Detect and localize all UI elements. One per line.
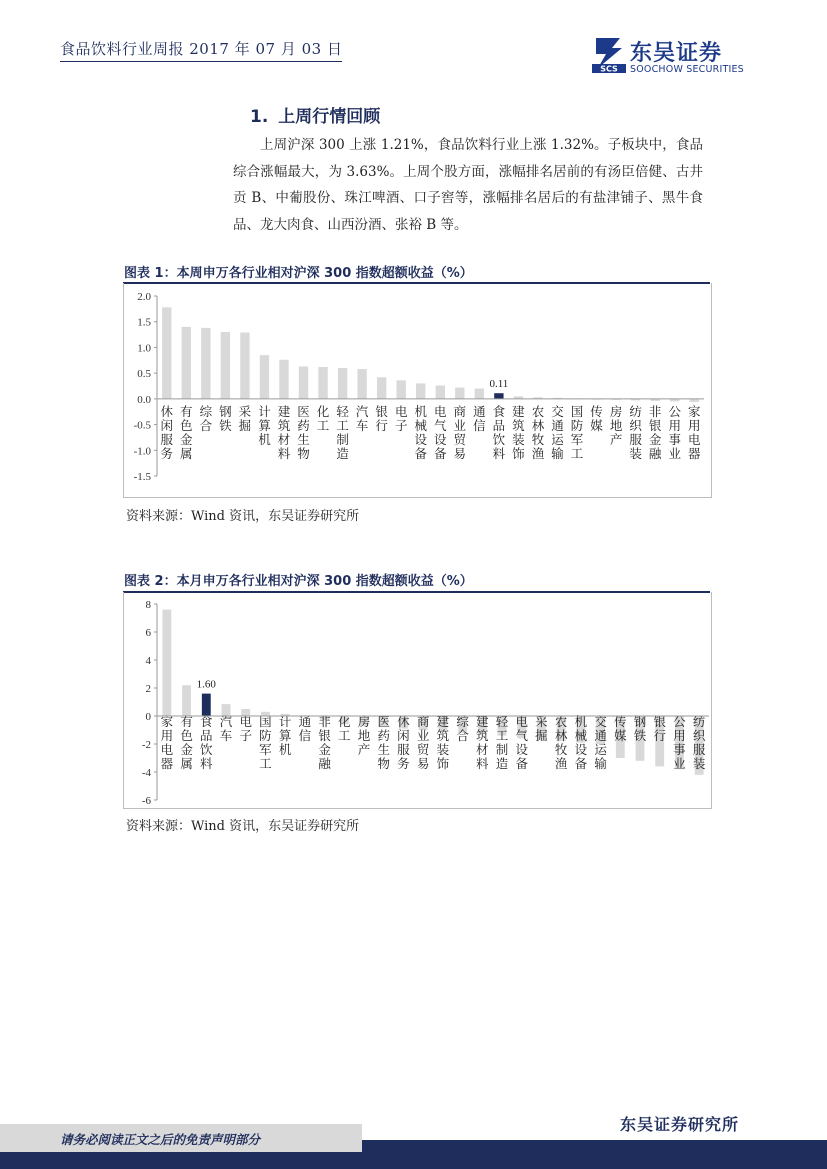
category-label-医药生物: 药 (377, 728, 390, 743)
category-label-休闲服务: 务 (160, 446, 174, 461)
category-label-食品饮料: 品 (200, 728, 213, 743)
logo-name: 东吴证券 (630, 41, 723, 66)
category-label-食品饮料: 饮 (492, 432, 506, 447)
category-label-食品饮料: 饮 (200, 742, 213, 757)
category-label-医药生物: 生 (377, 742, 390, 757)
category-label-公用事业: 事 (668, 432, 681, 447)
category-label-交通运输: 交 (551, 404, 564, 419)
category-label-采掘: 掘 (238, 418, 252, 433)
figure-1-title: 图表 1：本周申万各行业相对沪深 300 指数超额收益（%） (124, 266, 473, 281)
category-label-非银金融: 金 (318, 742, 331, 757)
category-label-通信: 通 (298, 714, 312, 729)
category-label-轻工制造: 轻 (336, 404, 349, 419)
bar-有色金属 (182, 327, 191, 399)
category-label-食品饮料: 品 (492, 418, 506, 433)
category-label-国防军工: 防 (570, 418, 584, 433)
category-label-非银金融: 非 (318, 714, 331, 729)
y-tick-label: -4 (141, 767, 151, 779)
category-label-家用电器: 用 (687, 418, 701, 433)
category-label-有色金属: 属 (180, 446, 193, 461)
y-tick-label: 0.5 (137, 368, 151, 381)
category-label-机械设备: 设 (574, 742, 588, 757)
category-label-交通运输: 输 (551, 446, 564, 461)
category-label-有色金属: 色 (180, 418, 193, 433)
category-label-建筑装饰: 饰 (512, 446, 525, 461)
footer-disclaimer-note: 请务必阅读正文之后的免责声明部分 (60, 1132, 261, 1147)
category-label-通信: 通 (473, 404, 486, 419)
category-label-电气设备: 设 (434, 432, 447, 447)
category-label-农林牧渔: 农 (554, 714, 568, 729)
category-label-交通运输: 输 (594, 756, 607, 771)
category-label-农林牧渔: 林 (531, 418, 545, 433)
bar-医药生物 (299, 366, 308, 398)
figure-1-source: 资料来源：Wind 资讯，东吴证券研究所 (126, 509, 360, 524)
category-label-纺织服装: 服 (692, 742, 706, 757)
y-tick-label: -0.5 (133, 419, 151, 432)
category-label-电气设备: 气 (434, 418, 447, 433)
category-label-家用电器: 用 (160, 728, 174, 743)
category-label-传媒: 媒 (614, 728, 627, 743)
category-label-有色金属: 色 (180, 728, 193, 743)
category-label-房地产: 房 (609, 404, 623, 419)
category-label-交通运输: 通 (594, 728, 607, 743)
category-label-纺织服装: 纺 (692, 714, 706, 729)
category-label-医药生物: 物 (297, 446, 310, 461)
category-label-化工: 化 (316, 404, 330, 419)
category-label-传媒: 传 (614, 714, 627, 729)
bar-建筑材料 (279, 360, 288, 399)
category-label-非银金融: 金 (648, 432, 662, 447)
category-label-轻工制造: 轻 (495, 714, 509, 729)
weekly-review-paragraph: 上周沪深 300 上涨 1.21%，食品饮料行业上涨 1.32%。子板块中，食品综合涨幅最大，为 3.63%。上周个股方面，涨幅排名居前的有汤臣倍健、古井贡 B、中葡股份、珠江啤酒、口子窖等，涨幅排名居后的有盐津铺子、黑牛食品、龙大肉食、山西汾酒、张裕 B 等。 (233, 137, 703, 233)
category-label-医药生物: 药 (297, 418, 310, 433)
bar-计算机 (260, 355, 269, 399)
category-label-家用电器: 家 (687, 404, 701, 419)
category-label-农林牧渔: 林 (554, 728, 568, 743)
category-label-钢铁: 钢 (219, 404, 232, 419)
category-label-纺织服装: 服 (629, 432, 642, 447)
category-label-银行: 行 (375, 418, 388, 433)
category-label-化工: 工 (338, 728, 351, 743)
category-label-钢铁: 铁 (219, 418, 232, 433)
figure-2-svg (124, 592, 711, 808)
category-label-钢铁: 铁 (633, 728, 647, 743)
category-label-综合: 综 (456, 714, 469, 729)
category-label-汽车: 车 (219, 728, 233, 743)
svg-text:SCS: SCS (600, 64, 618, 74)
category-label-轻工制造: 造 (336, 446, 349, 461)
category-label-农林牧渔: 农 (531, 404, 545, 419)
category-label-国防军工: 国 (570, 404, 584, 419)
category-label-建筑装饰: 饰 (436, 756, 450, 771)
y-tick-label: 0 (145, 711, 151, 723)
category-label-公用事业: 事 (673, 742, 686, 757)
category-label-交通运输: 通 (551, 418, 564, 433)
category-label-休闲服务: 休 (160, 404, 174, 419)
category-label-家用电器: 器 (160, 756, 174, 771)
category-label-房地产: 地 (357, 728, 371, 743)
category-label-休闲服务: 闲 (160, 418, 174, 433)
category-label-医药生物: 医 (377, 714, 390, 729)
category-label-建筑材料: 筑 (476, 728, 489, 743)
category-label-计算机: 机 (278, 742, 292, 757)
y-tick-label: -1.5 (133, 471, 151, 483)
category-label-房地产: 产 (609, 432, 623, 447)
figure-2-chart (123, 592, 712, 809)
category-label-家用电器: 器 (687, 446, 701, 461)
category-label-非银金融: 银 (648, 418, 662, 433)
category-label-综合: 合 (456, 728, 469, 743)
category-label-建筑材料: 建 (476, 714, 489, 729)
category-label-计算机: 计 (258, 404, 271, 419)
category-label-休闲服务: 服 (397, 742, 410, 757)
highlight-data-label: 1.60 (196, 678, 216, 691)
bar-有色金属 (182, 685, 191, 716)
footer-org-name: 东吴证券研究所 (620, 1115, 740, 1134)
category-label-公用事业: 公 (673, 714, 686, 729)
category-label-通信: 信 (298, 728, 312, 743)
category-label-建筑装饰: 筑 (436, 728, 450, 743)
category-label-交通运输: 运 (551, 432, 564, 447)
figure-2-source: 资料来源：Wind 资讯，东吴证券研究所 (126, 819, 360, 834)
category-label-农林牧渔: 牧 (554, 742, 568, 757)
category-label-商业贸易: 业 (416, 728, 430, 743)
category-label-国防军工: 军 (259, 742, 272, 757)
category-label-电子: 子 (239, 728, 252, 743)
category-label-电气设备: 设 (515, 742, 528, 757)
category-label-电气设备: 气 (515, 728, 528, 743)
category-label-商业贸易: 贸 (453, 432, 467, 447)
company-logo (592, 34, 762, 80)
category-label-休闲服务: 休 (397, 714, 410, 729)
category-label-电气设备: 电 (515, 714, 528, 729)
category-label-电气设备: 备 (515, 756, 528, 771)
category-label-国防军工: 国 (259, 714, 272, 729)
category-label-农林牧渔: 渔 (531, 446, 545, 461)
bar-化工 (318, 367, 327, 399)
category-label-电子: 电 (239, 714, 252, 729)
y-tick-label: -2 (141, 739, 151, 751)
scs-logo-icon (592, 34, 626, 74)
category-label-有色金属: 属 (180, 756, 193, 771)
category-label-公用事业: 业 (673, 756, 686, 771)
bar-汽车 (357, 369, 366, 399)
highlight-data-label: 0.11 (489, 378, 509, 391)
category-label-机械设备: 备 (574, 756, 588, 771)
category-label-国防军工: 工 (259, 756, 272, 771)
category-label-机械设备: 备 (414, 446, 427, 461)
y-tick-label: -1.0 (133, 445, 151, 458)
bar-银行 (377, 377, 386, 399)
category-label-建筑装饰: 建 (512, 404, 525, 419)
category-label-休闲服务: 闲 (397, 728, 410, 743)
category-label-计算机: 机 (258, 432, 271, 447)
y-tick-label: 0.0 (137, 393, 151, 406)
category-label-轻工制造: 工 (495, 728, 509, 743)
category-label-医药生物: 生 (297, 432, 310, 447)
category-label-传媒: 媒 (590, 418, 603, 433)
category-label-纺织服装: 纺 (629, 404, 642, 419)
bar-综合 (201, 328, 210, 399)
bar-商业贸易 (455, 388, 464, 399)
section-title: 上周行情回顾 (278, 107, 381, 127)
category-label-银行: 银 (653, 714, 666, 729)
category-label-机械设备: 设 (414, 432, 427, 447)
category-label-综合: 综 (199, 404, 213, 419)
category-label-有色金属: 有 (180, 714, 193, 729)
category-label-电气设备: 电 (434, 404, 447, 419)
y-tick-label: 1.5 (137, 316, 151, 329)
bar-钢铁 (221, 332, 230, 399)
category-label-商业贸易: 贸 (416, 742, 430, 757)
bar-休闲服务 (162, 307, 171, 399)
category-label-汽车: 车 (355, 418, 369, 433)
category-label-公用事业: 业 (668, 446, 681, 461)
category-label-建筑材料: 料 (277, 446, 291, 461)
logo-english-name: SOOCHOW SECURITIES (630, 64, 744, 75)
category-label-国防军工: 防 (259, 728, 272, 743)
y-tick-label: 1.0 (137, 342, 151, 355)
category-label-传媒: 传 (590, 404, 603, 419)
category-label-国防军工: 工 (570, 446, 584, 461)
category-label-有色金属: 金 (180, 742, 193, 757)
figure-1-chart (123, 283, 712, 498)
report-header-title: 食品饮料行业周报 2017 年 07 月 03 日 (60, 38, 342, 62)
category-label-家用电器: 电 (160, 742, 174, 757)
category-label-轻工制造: 制 (495, 742, 509, 757)
category-label-房地产: 房 (357, 714, 371, 729)
bar-机械设备 (416, 383, 425, 398)
category-label-商业贸易: 商 (453, 404, 467, 419)
section-heading (250, 102, 380, 127)
category-label-采掘: 采 (535, 714, 548, 729)
category-label-建筑装饰: 装 (436, 742, 450, 757)
category-label-纺织服装: 装 (629, 446, 642, 461)
y-tick-label: 2 (145, 683, 151, 695)
category-label-汽车: 汽 (355, 404, 369, 419)
bar-电子 (397, 380, 406, 399)
category-label-交通运输: 交 (594, 714, 607, 729)
category-label-国防军工: 军 (570, 432, 584, 447)
category-label-建筑装饰: 装 (512, 432, 525, 447)
bar-采掘 (240, 333, 249, 399)
category-label-食品饮料: 食 (492, 404, 506, 419)
category-label-计算机: 算 (258, 418, 271, 433)
category-label-食品饮料: 食 (200, 714, 213, 729)
category-label-建筑材料: 建 (277, 404, 291, 419)
category-label-商业贸易: 易 (416, 756, 430, 771)
figure-2-title: 图表 2：本月申万各行业相对沪深 300 指数超额收益（%） (124, 574, 473, 589)
category-label-纺织服装: 装 (692, 756, 706, 771)
category-label-采掘: 采 (238, 404, 252, 419)
category-label-机械设备: 械 (574, 728, 588, 743)
category-label-农林牧渔: 牧 (531, 432, 545, 447)
category-label-化工: 化 (338, 714, 351, 729)
category-label-建筑材料: 料 (476, 756, 489, 771)
category-label-公用事业: 用 (673, 728, 686, 743)
category-label-机械设备: 机 (574, 714, 588, 729)
category-label-化工: 工 (316, 418, 330, 433)
category-label-医药生物: 物 (377, 756, 390, 771)
category-label-纺织服装: 织 (692, 728, 706, 743)
category-label-交通运输: 运 (594, 742, 607, 757)
bar-电气设备 (436, 385, 445, 398)
category-label-建筑材料: 筑 (277, 418, 291, 433)
category-label-公用事业: 用 (668, 418, 681, 433)
category-label-综合: 合 (199, 418, 213, 433)
y-tick-label: 6 (145, 627, 151, 639)
category-label-汽车: 汽 (219, 714, 233, 729)
category-label-建筑材料: 材 (476, 742, 489, 757)
category-label-非银金融: 融 (648, 446, 662, 461)
category-label-医药生物: 医 (297, 404, 310, 419)
y-tick-label: 2.0 (137, 291, 151, 303)
category-label-电气设备: 备 (434, 446, 447, 461)
category-label-建筑装饰: 筑 (512, 418, 525, 433)
category-label-银行: 银 (375, 404, 388, 419)
category-label-食品饮料: 料 (492, 446, 506, 461)
category-label-电子: 电 (394, 404, 408, 419)
category-label-机械设备: 机 (414, 404, 427, 419)
category-label-有色金属: 有 (180, 404, 193, 419)
bar-食品饮料 (494, 393, 503, 399)
category-label-家用电器: 电 (687, 432, 701, 447)
category-label-商业贸易: 业 (453, 418, 467, 433)
category-label-有色金属: 金 (180, 432, 193, 447)
y-tick-label: 8 (145, 599, 151, 611)
footer-accent-bar (362, 1140, 827, 1152)
category-label-家用电器: 家 (160, 714, 174, 729)
category-label-农林牧渔: 渔 (554, 756, 568, 771)
section-number: 1. (250, 107, 269, 127)
category-label-房地产: 地 (609, 418, 623, 433)
category-label-轻工制造: 造 (495, 756, 509, 771)
category-label-食品饮料: 料 (200, 756, 213, 771)
figure-1-svg (124, 283, 711, 497)
category-label-公用事业: 公 (668, 404, 681, 419)
category-label-休闲服务: 务 (397, 756, 410, 771)
category-label-钢铁: 钢 (633, 714, 647, 729)
category-label-机械设备: 械 (414, 418, 427, 433)
bar-轻工制造 (338, 368, 347, 399)
category-label-非银金融: 非 (648, 404, 662, 419)
category-label-电子: 子 (394, 418, 408, 433)
bar-家用电器 (162, 610, 171, 716)
category-label-商业贸易: 商 (416, 714, 430, 729)
category-label-轻工制造: 制 (336, 432, 349, 447)
category-label-通信: 信 (473, 418, 486, 433)
category-label-纺织服装: 织 (629, 418, 642, 433)
y-tick-label: 4 (145, 655, 151, 667)
category-label-休闲服务: 服 (160, 432, 174, 447)
category-label-商业贸易: 易 (453, 446, 467, 461)
footer-bar (0, 1152, 827, 1169)
category-label-银行: 行 (653, 728, 666, 743)
category-label-建筑装饰: 建 (436, 714, 450, 729)
category-label-建筑材料: 材 (277, 432, 291, 447)
bar-食品饮料 (202, 694, 211, 716)
category-label-计算机: 计 (278, 714, 292, 729)
category-label-计算机: 算 (278, 728, 292, 743)
category-label-采掘: 掘 (535, 728, 548, 743)
category-label-轻工制造: 工 (336, 418, 349, 433)
y-tick-label: -6 (141, 795, 151, 807)
category-label-非银金融: 融 (318, 756, 331, 771)
category-label-非银金融: 银 (318, 728, 331, 743)
category-label-房地产: 产 (357, 742, 371, 757)
bar-通信 (475, 389, 484, 399)
